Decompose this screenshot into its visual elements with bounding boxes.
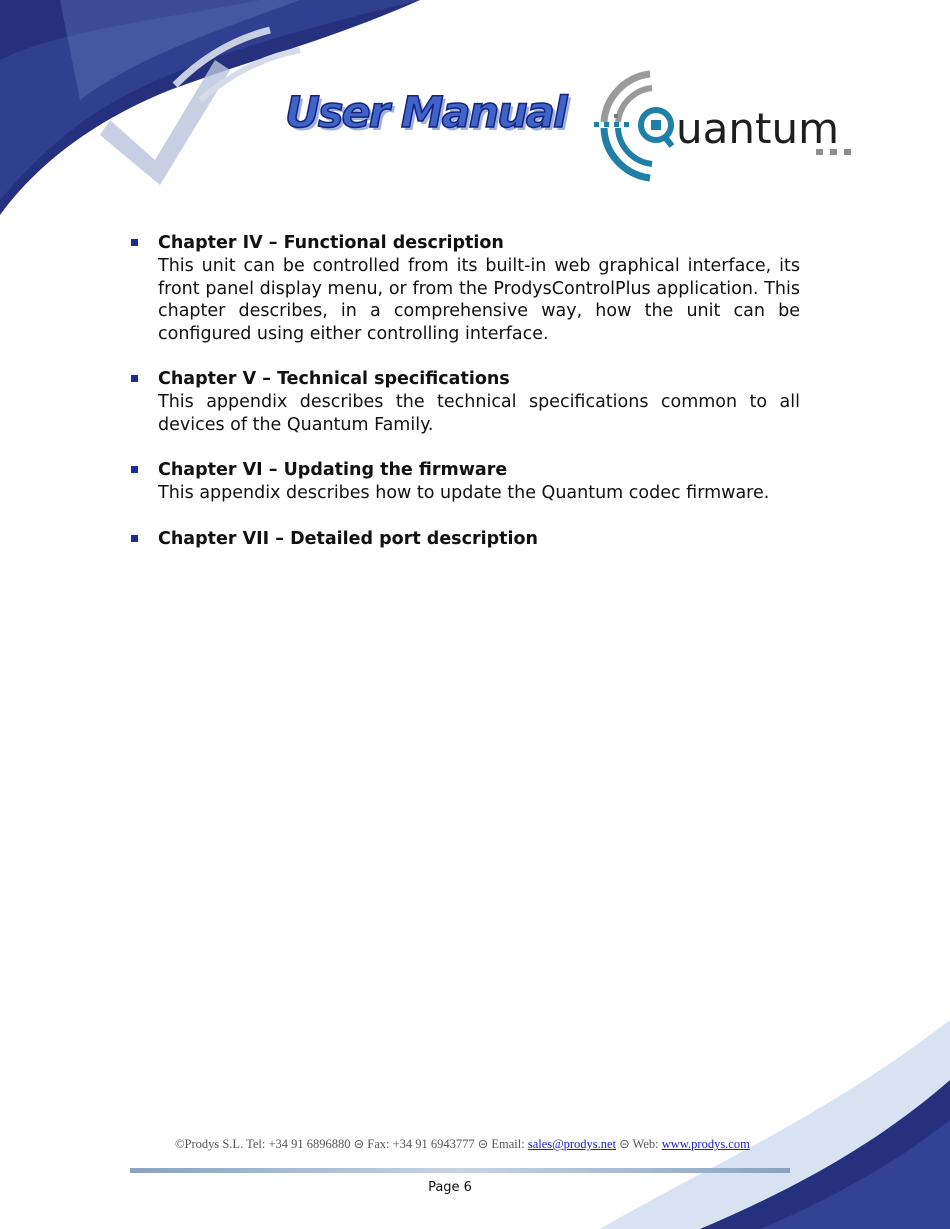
- logo-dot-5: [614, 114, 618, 118]
- bullet-square-icon: [131, 239, 138, 246]
- logo-q-tail: [664, 136, 672, 146]
- chapter-list: [130, 232, 800, 574]
- chapter-item: [130, 232, 800, 345]
- chapter-description: This appendix describes how to update the Quantum codec firmware.: [158, 483, 770, 503]
- chapter-description: This appendix describes the technical specifications common to all devices of the Quantum Family.: [158, 392, 800, 435]
- bullet-square-icon: [131, 375, 138, 382]
- chapter-title: Chapter VI – Updating the firmware: [158, 460, 508, 480]
- footer-email-link[interactable]: sales@prodys.net: [527, 1137, 617, 1151]
- footer-company: ©Prodys S.L. Tel: +34 91 6896880 ⊝ Fax: +34 91 6943777 ⊝ Email:: [175, 1137, 525, 1151]
- logo-dot-1: [594, 122, 599, 127]
- chapter-item: [130, 368, 800, 436]
- bullet-square-icon: [131, 535, 138, 542]
- bullet-square-icon: [131, 466, 138, 473]
- logo-square-3: [844, 149, 851, 155]
- chapter-title: Chapter VII – Detailed port description: [158, 528, 538, 549]
- footer-contact: [175, 1136, 795, 1152]
- logo-wordmark: uantum: [676, 104, 839, 153]
- chapter-item: [130, 459, 800, 505]
- chapter-title: Chapter V – Technical specifications: [158, 369, 510, 389]
- footer-web-label: ⊝ Web:: [619, 1137, 659, 1151]
- chapter-item: [130, 528, 800, 551]
- logo-q-core: [651, 120, 661, 130]
- chapter-title: Chapter IV – Functional description: [158, 233, 504, 253]
- footer-divider: [130, 1168, 790, 1173]
- logo-dot-2: [604, 122, 609, 127]
- footer-web-link[interactable]: www.prodys.com: [661, 1137, 750, 1151]
- logo-dot-4: [624, 122, 629, 127]
- chapter-description: This unit can be controlled from its built-in web graphical interface, its front panel display menu, or from the ProdysControlPlus application. This chapter describes, in a comprehensive way, how the unit can be configured using either controlling interface.: [158, 256, 800, 344]
- page-number: Page 6: [428, 1180, 472, 1195]
- logo-dot-3: [614, 122, 619, 127]
- manual-title: User Manual: [285, 88, 566, 138]
